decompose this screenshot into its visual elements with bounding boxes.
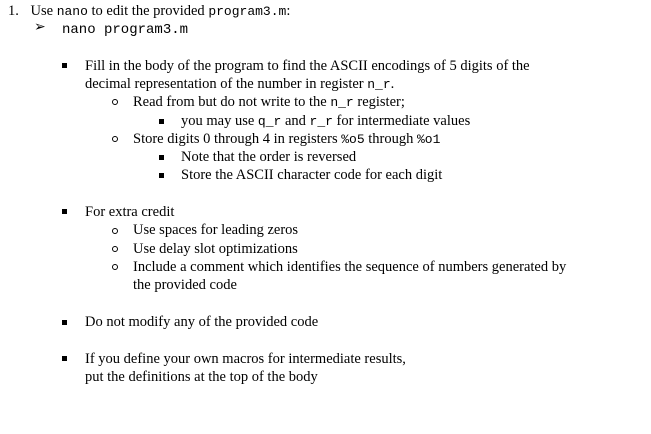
bullet-macros-line2: put the definitions at the top of the body [85, 369, 318, 385]
item-1-middle: to edit the provided [87, 3, 209, 19]
sub-bullet-read-text: Read from but do not write to the [133, 94, 331, 110]
circle-bullet-icon [112, 228, 118, 234]
sub-sub-bullet-reversed: Note that the order is reversed [181, 149, 357, 165]
bullet-1-line2-text: decimal representation of the number in register [85, 76, 368, 92]
item-1-suffix: : [286, 3, 291, 19]
register-n-r: n_r [367, 77, 391, 92]
extra-credit-item-continued: the provided code [133, 277, 237, 293]
register-r-r: r_r [309, 114, 333, 129]
arrow-bullet-icon: ➢ [34, 20, 46, 35]
square-bullet-icon [62, 63, 67, 68]
bullet-1-line2 [85, 75, 394, 94]
circle-bullet-icon [112, 246, 118, 252]
register-n-r: n_r [330, 95, 354, 110]
item-1-prefix: Use [30, 3, 57, 19]
nano-command-inline: nano [56, 4, 88, 19]
sub-sub-bullet-ascii: Store the ASCII character code for each digit [181, 167, 443, 183]
bullet-do-not-modify: Do not modify any of the provided code [85, 314, 319, 330]
register-o5: %o5 [341, 132, 365, 147]
square-bullet-icon [159, 155, 164, 160]
item-number: 1. [8, 3, 19, 19]
sub-sub-bullet-intermediate [181, 112, 470, 131]
bullet-1-line1: Fill in the body of the program to find the ASCII encodings of 5 digits of the [85, 58, 530, 74]
nano-command: nano program3.m [62, 22, 189, 38]
extra-credit-item: Use delay slot optimizations [133, 241, 298, 257]
extra-credit-item: Use spaces for leading zeros [133, 222, 299, 238]
bullet-macros-line1: If you define your own macros for intermediate results, [85, 351, 406, 367]
store-text-a: Store digits 0 through 4 in registers [133, 131, 342, 147]
square-bullet-icon [62, 356, 67, 361]
register-q-r: q_r [257, 114, 282, 129]
circle-bullet-icon [112, 99, 118, 105]
extra-credit-title: For extra credit [85, 204, 175, 220]
square-bullet-icon [159, 173, 164, 178]
bullet-1-line2-end: . [390, 76, 395, 92]
circle-bullet-icon [112, 264, 118, 270]
extra-credit-item: Include a comment which identifies the sequence of numbers generated by [133, 259, 567, 275]
intermediate-text-a: you may use [181, 113, 258, 129]
square-bullet-icon [159, 119, 164, 124]
intermediate-text-b: and [281, 113, 310, 129]
square-bullet-icon [62, 209, 67, 214]
program-filename: program3.m [208, 4, 287, 19]
item-1-heading [8, 2, 290, 21]
register-o1: %o1 [416, 132, 441, 147]
sub-bullet-read [133, 93, 405, 112]
circle-bullet-icon [112, 136, 118, 142]
square-bullet-icon [62, 320, 67, 325]
intermediate-text-c: for intermediate values [332, 113, 471, 129]
sub-bullet-store [133, 130, 440, 149]
sub-bullet-read-end: register; [353, 94, 405, 110]
store-text-b: through [364, 131, 417, 147]
